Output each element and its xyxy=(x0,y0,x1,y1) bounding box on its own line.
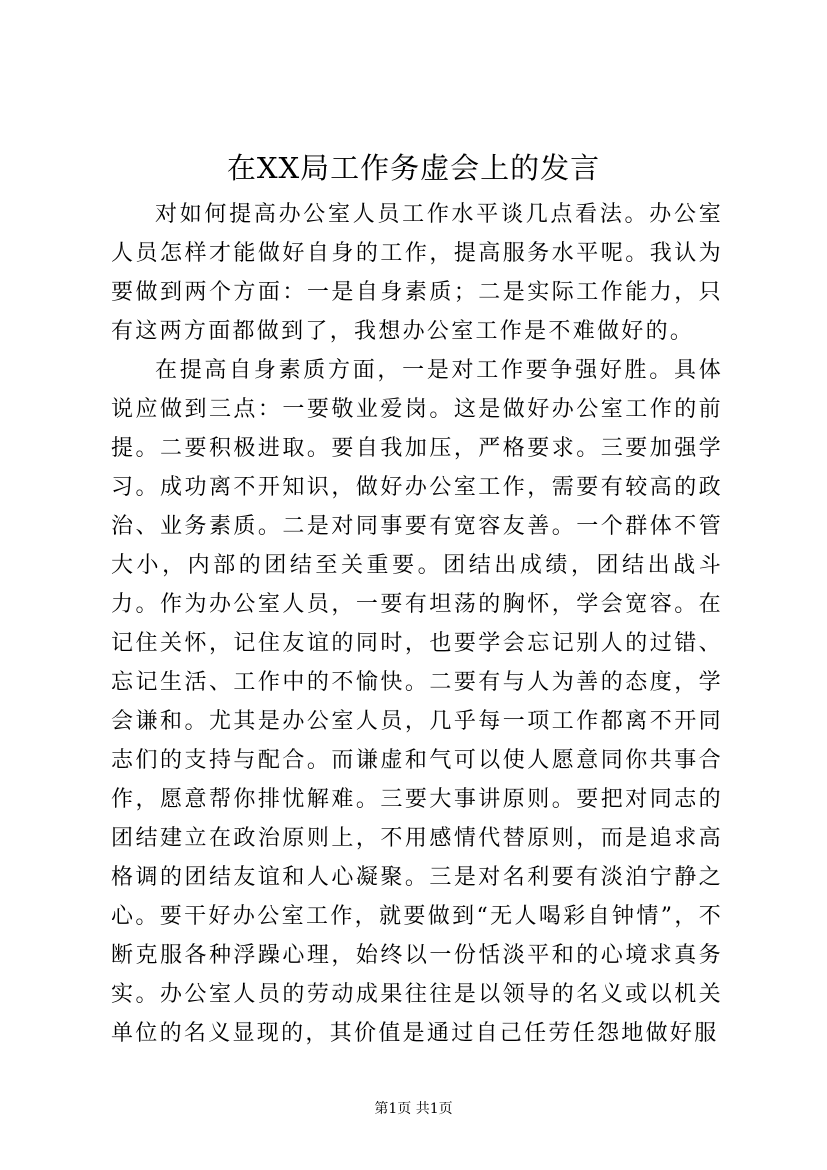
document-body xyxy=(111,195,723,1053)
document-title: 在XX局工作务虚会上的发言 xyxy=(226,151,601,185)
page-footer: 第1页 共1页 xyxy=(374,1101,453,1117)
paragraph: 在提高自身素质方面，一是对工作要争强好胜。具体说应做到三点：一要敬业爱岗。这是做好办公室工作的前提。二要积极进取。要自我加压，严格要求。三要加强学习。成功离不开知识，做好办公室工作，需要有较高的政治、业务素质。二是对同事要有宽容友善。一个群体不管大小，内部的团结至关重要。团结出成绩，团结出战斗力。作为办公室人员，一要有坦荡的胸怀，学会宽容。在记住关怀，记住友谊的同时，也要学会忘记别人的过错、忘记生活、工作中的不愉快。二要有与人为善的态度，学会谦和。尤其是办公室人员，几乎每一项工作都离不开同志们的支持与配合。而谦虚和气可以使人愿意同你共事合作，愿意帮你排忧解难。三要大事讲原则。要把对同志的团结建立在政治原则上，不用感情代替原则，而是追求高格调的团结友谊和人心凝聚。三是对名利要有淡泊宁静之心。要干好办公室工作，就要做到“无人喝彩自钟情”，不断克服各种浮躁心理，始终以一份恬淡平和的心境求真务实。办公室人员的劳动成果往往是以领导的名义或以机关单位的名义显现的，其价值是通过自己任劳任怨地做好服 xyxy=(111,358,723,1046)
paragraph: 对如何提高办公室人员工作水平谈几点看法。办公室人员怎样才能做好自身的工作，提高服务水平呢。我认为要做到两个方面：一是自身素质；二是实际工作能力，只有这两方面都做到了，我想办公室工作是不难做好的。 xyxy=(111,202,723,344)
